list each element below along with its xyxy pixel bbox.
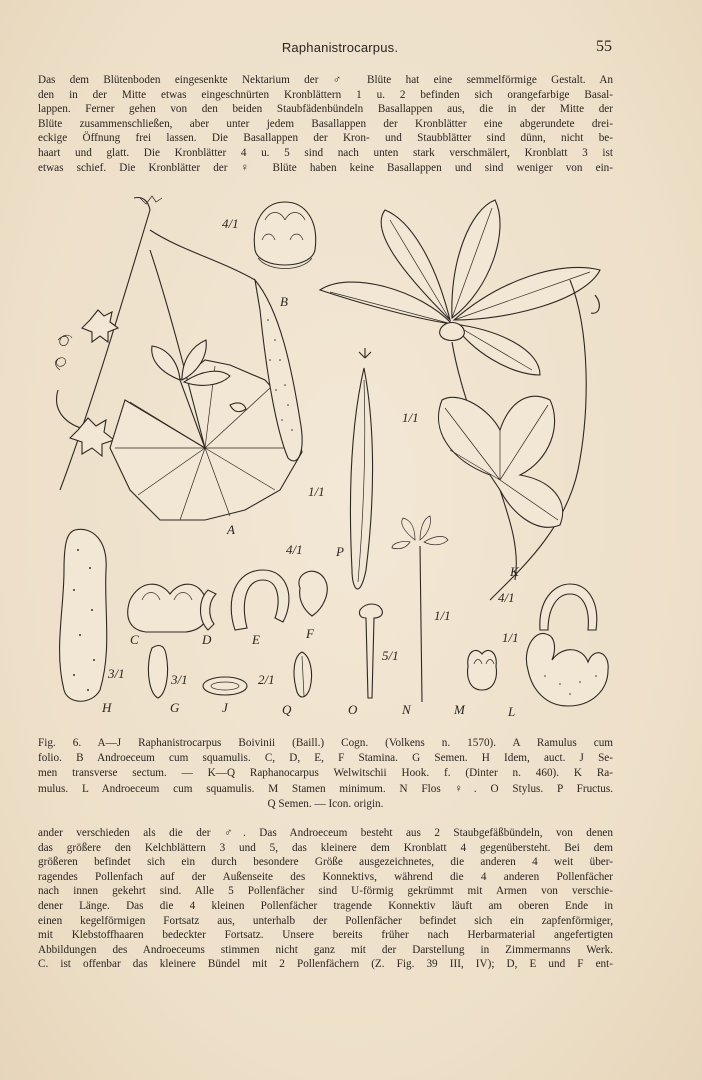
label-G: G — [170, 700, 180, 715]
caption-line: mulus. L Androeceum cum squamulis. M Stamen minimum. N Flos ♀. O Stylus. P Fructus. — [38, 782, 613, 795]
scale-label: 2/1 — [258, 672, 275, 687]
label-E: E — [252, 632, 260, 647]
text-line: haart und glatt. Die Kronblätter 4 u. 5 sind nach unten stark verschmälert, Kronblatt 3 ist — [38, 146, 613, 159]
label-P: P — [336, 544, 344, 559]
drawing-G-seed — [148, 646, 167, 698]
label-J: J — [222, 700, 228, 715]
text-line: größeren befindet sich ein durch besondere Größe ausgezeichnetes, die anderen 4 weit über- — [38, 856, 613, 869]
paragraph-bottom — [38, 826, 613, 972]
scale-label: 1/1 — [402, 410, 419, 425]
label-L: L — [508, 704, 516, 719]
drawing-H-seed — [60, 529, 107, 701]
text-line: eckige Öffnung frei lassen. Die Basallappen der Kron- und Staubblätter sind dünn, nicht be- — [38, 132, 613, 145]
label-F: F — [306, 626, 314, 641]
caption-line: Q Semen. — Icon. origin. — [267, 797, 384, 810]
drawing-B-androeceum — [254, 202, 315, 269]
running-title: Raphanistrocarpus. — [281, 40, 399, 55]
drawing-F-stamen — [299, 571, 327, 616]
scale-label: 4/1 — [498, 590, 515, 605]
figure-illustration — [30, 190, 630, 730]
label-C: C — [130, 632, 139, 647]
drawing-E-stamen — [231, 570, 289, 630]
text-line: einen kegelförmigen Fortsatz aus, unterhalb der Pollenfächer befindet sich ein zapfenförmiger, — [38, 914, 613, 927]
scale-label: 4/1 — [222, 216, 239, 231]
drawing-C-stamen — [128, 584, 208, 632]
drawing-P-fruit — [351, 348, 373, 589]
text-line: C. ist offenbar das kleinere Bündel mit 2 Pollenfächern (Z. Fig. 39 III, IV); D, E und F ent- — [38, 958, 613, 971]
scale-label: 3/1 — [171, 672, 188, 687]
text-line: ander verschieden als die der ♂. Das Androeceum besteht aus 2 Staubgefäßbündeln, von denen — [38, 827, 613, 839]
label-O: O — [348, 702, 358, 717]
label-A: A — [227, 522, 235, 537]
text-line: dener Länge. Das die 4 kleinen Pollenfächer tragende Konnektiv läuft am oberen Ende in — [38, 899, 613, 912]
text-line: Abbildungen des Androeceums stimmen nicht ganz mit der Darstellung in Zimmermanns Werk. — [38, 943, 613, 956]
text-line: Blüte zusammenschließen, aber unter jedem Basallappen der Kronblätter eine abgerundete drei- — [38, 117, 613, 130]
label-H: H — [102, 700, 112, 715]
label-D: D — [202, 632, 212, 647]
text-line: Das dem Blütenboden eingesenkte Nektarium der ♂ Blüte hat eine semmelförmige Gestalt. An — [38, 74, 613, 86]
caption-line: men transverse sectum. — K—Q Raphanocarpus Welwitschii Hook. f. (Dinter n. 460). K Ra- — [38, 767, 613, 780]
label-K: K — [510, 564, 519, 579]
label-Q: Q — [282, 702, 292, 717]
label-M: M — [454, 702, 465, 717]
label-N: N — [402, 702, 411, 717]
scale-label: 4/1 — [286, 542, 303, 557]
caption-line: folio. B Androeceum cum squamulis. C, D, E, F Stamina. G Semen. H Idem, auct. J Se- — [38, 752, 613, 765]
text-line: den in der Mitte etwas eingeschnürten Kronblättern 1 u. 2 befinden sich orangefarbige Basal- — [38, 88, 613, 101]
drawing-J-seed-section — [203, 677, 247, 695]
scale-label: 1/1 — [502, 630, 519, 645]
drawing-L-androeceum — [526, 584, 608, 706]
scale-label: 3/1 — [108, 666, 125, 681]
text-line: ragendes Pollenfach auf der Außenseite des Konnektivs, während die 4 anderen Pollenfächer — [38, 870, 613, 883]
text-line: etwas schief. Die Kronblätter der ♀ Blüte haben keine Basallappen und sind weniger von ein- — [38, 161, 613, 174]
text-line: lappen. Ferner gehen von den beiden Staubfädenbündeln Basallappen aus, die in der Mitte der — [38, 103, 613, 116]
scale-label: 1/1 — [434, 608, 451, 623]
text-line: mit Klebstoffhaaren bedeckter Fortsatz. Unsere bereits früher nach Herbarmaterial angefertigten — [38, 929, 613, 942]
page-number: 55 — [596, 38, 612, 55]
figure-caption — [38, 736, 613, 812]
text-line: nach innen gekehrt sind. Alle 5 Pollenfächer sind U-förmig gekrümmt mit Armen von verschie- — [38, 885, 613, 898]
botanical-figure — [30, 190, 630, 730]
drawing-Q-seed — [294, 652, 312, 697]
drawing-M-stamen — [468, 650, 497, 690]
caption-line: Fig. 6. A—J Raphanistrocarpus Boivinii (Baill.) Cogn. (Volkens n. 1570). A Ramulus cum — [38, 737, 613, 749]
drawing-O-stylus — [359, 604, 382, 698]
paragraph-top — [38, 73, 613, 175]
scale-label: 1/1 — [308, 484, 325, 499]
scale-label: 5/1 — [382, 648, 399, 663]
text-line: das größere den Kelchblättern 3 und 5, das kleinere dem Kronblatt 4 gegenübersteht. Bei dem — [38, 841, 613, 854]
label-B: B — [280, 294, 288, 309]
